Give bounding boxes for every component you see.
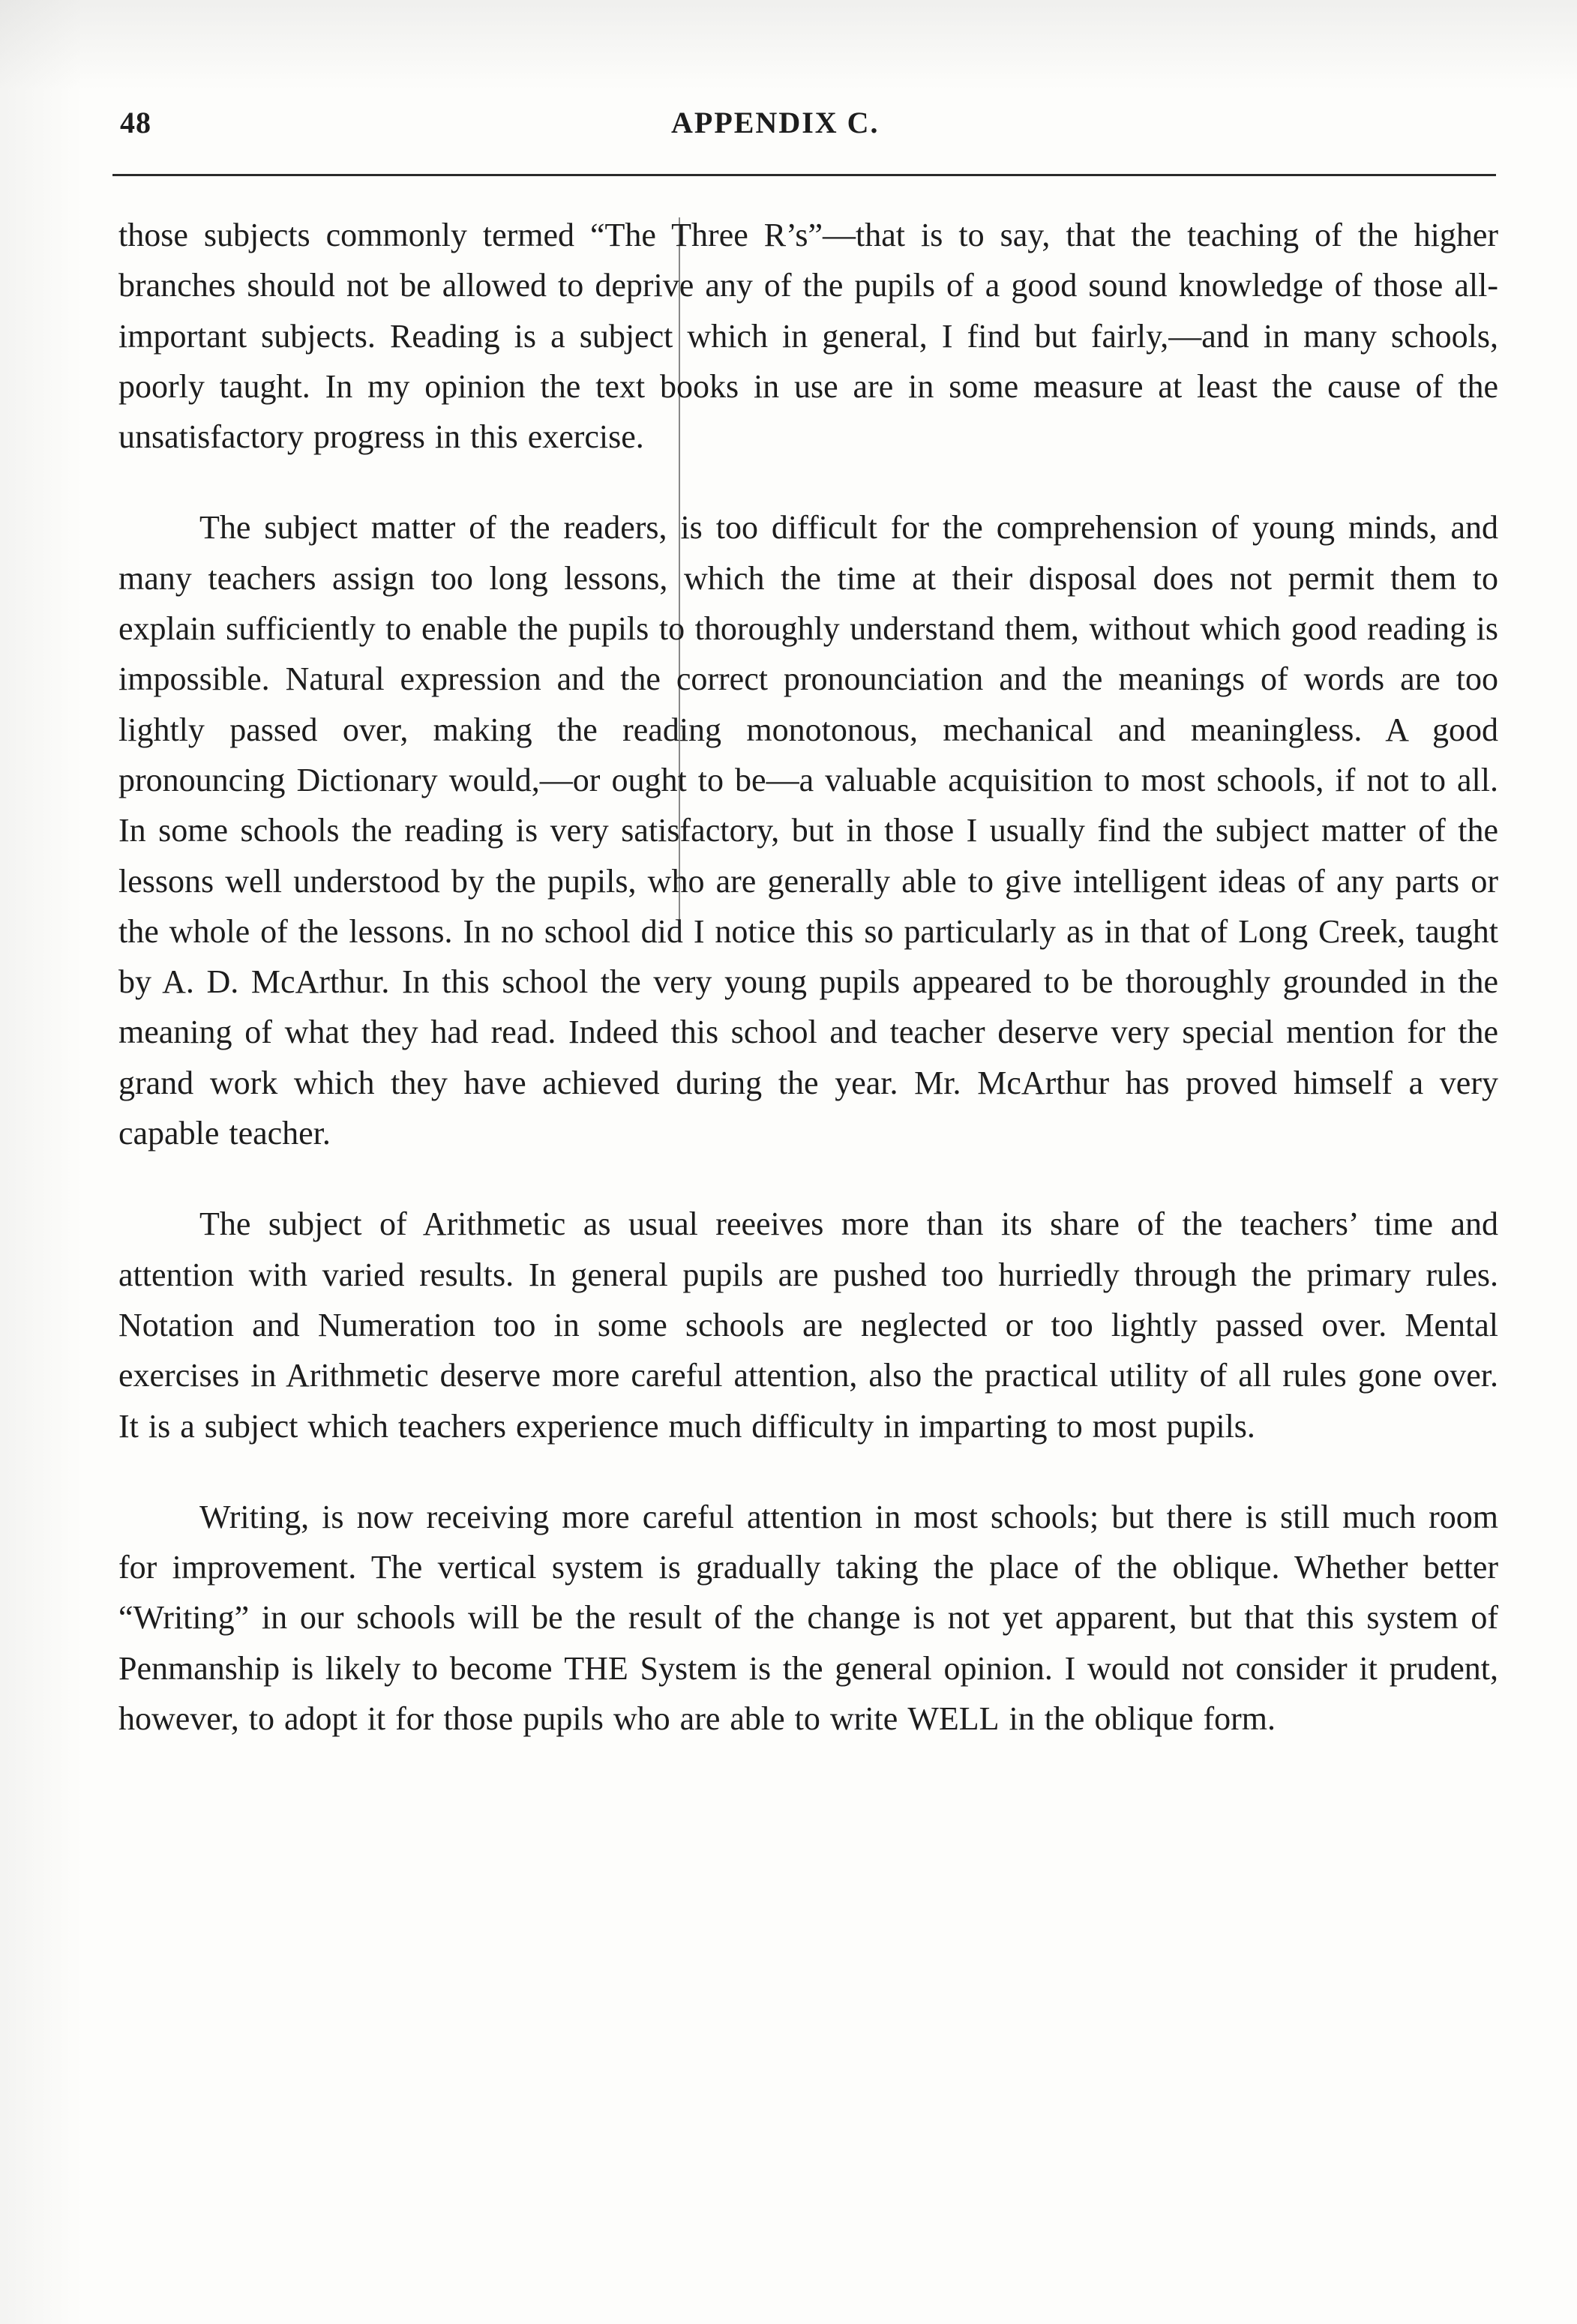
page-number: 48 [120, 106, 151, 139]
paragraph-writing [118, 1492, 1498, 1744]
paragraph-readers: The subject matter of the readers, is too difficult for the comprehension of young minds, and many teachers assign too long lessons, which the time at their disposal does not permit them to explain sufficiently to enable the pupils to thoroughly understand them, without which good reading is impossible. Natural expression and the correct pronounciation and the meanings of words are too lightly passed over, making the reading monotonous, mechanical and meaningless. A good pronouncing Dictionary would,—or ought to be—a valuable acquisition to most schools, if not to all. In some schools the reading is very satisfactory, but in those I usually find the subject matter of the lessons well understood by the pupils, who are generally able to give intelligent ideas of any parts or the whole of the lessons. In no school did I notice this so particularly as in that of Long Creek, taught by A. D. McArthur. In this school the very young pupils appeared to be thoroughly grounded in the meaning of what they had read. Indeed this school and teacher deserve very special mention for the grand work which they have achieved during the year. Mr. McArthur has proved himself a very capable teacher. [118, 509, 1498, 1152]
writing-text-part-3: in the oblique form. [999, 1700, 1276, 1738]
writing-emphasis-the: THE [564, 1649, 628, 1687]
page-header [120, 97, 1500, 150]
writing-emphasis-well: WELL [907, 1700, 1000, 1738]
running-head: APPENDIX C. [671, 106, 880, 139]
body-text [118, 210, 1498, 1784]
paragraph-three-rs: those subjects commonly termed “The Three R’s”—that is to say, that the teaching of the higher branches should not be allowed to deprive any of the pupils of a good sound knowledge of those all-important subjects. Reading is a subject which in general, I find but fairly,—and in many schools, poorly taught. In my opinion the text books in use are in some measure at least the cause of the unsatisfactory progress in this exercise. [118, 217, 1498, 456]
paragraph-arithmetic: The subject of Arithmetic as usual reeeives more than its share of the teachers’ time and attention with varied results. In general pupils are pushed too hurriedly through the primary rules. Notation and Numeration too in some schools are neglected or too lightly passed over. Mental exercises in Arithmetic deserve more careful attention, also the practical utility of all rules gone over. It is a subject which teachers experience much difficulty in imparting to most pupils. [118, 1205, 1498, 1445]
writing-text-part-2: System is the general opinion. I would not consider it prudent, however, to adopt it for those pupils who are able to write [118, 1649, 1498, 1738]
writing-text-part-1: Writing, is now receiving more careful attention in most schools; but there is still much room for improvement. The vertical system is gradually taking the place of the oblique. Whether better “Writing” in our schools will be the result of the change is not yet apparent, but that this system of Penmanship is likely to become [118, 1498, 1498, 1687]
header-rule [112, 174, 1496, 176]
